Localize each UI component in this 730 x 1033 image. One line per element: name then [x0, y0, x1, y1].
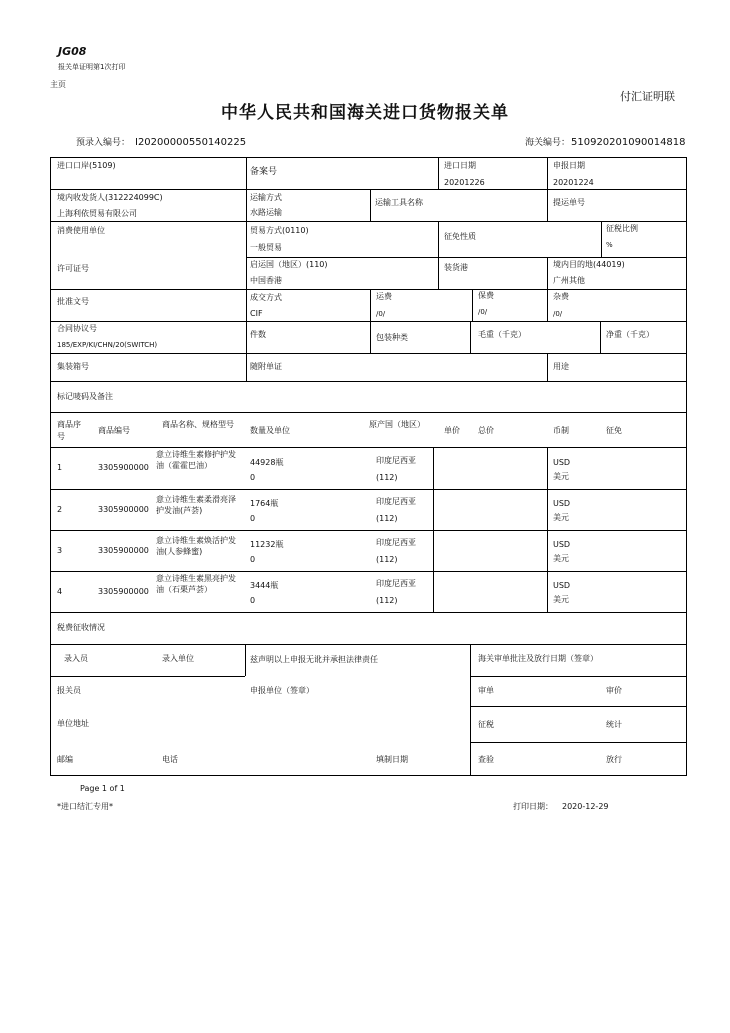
col-code: 商品编号 [98, 426, 130, 435]
special-use-note: *进口结汇专用* [57, 802, 113, 811]
row-qty2: 0 [250, 596, 256, 605]
release-label: 放行 [606, 755, 622, 764]
row-seq: 4 [57, 587, 63, 596]
insurance: /0/ [478, 308, 488, 316]
home-link[interactable]: 主页 [50, 80, 66, 89]
declare-unit-label: 申报单位（签章） [250, 686, 314, 695]
levy-label: 征税 [478, 720, 494, 729]
stats-label: 统计 [606, 720, 622, 729]
record-no-label: 备案号 [250, 167, 278, 177]
row-origin: 印度尼西亚 [376, 456, 416, 465]
row-origin: 印度尼西亚 [376, 579, 416, 588]
col-name: 商品名称、规格型号 [162, 420, 234, 429]
declare-date-label: 申报日期 [553, 161, 585, 170]
trade-mode-label: 贸易方式(0110) [250, 226, 309, 235]
entry-clerk-label: 录入员 [64, 654, 88, 663]
print-date: 2020-12-29 [562, 802, 609, 811]
col-qty: 数量及单位 [250, 426, 290, 435]
insurance-label: 保费 [478, 291, 494, 300]
col-exemption: 征免 [606, 426, 622, 435]
row-origin-code: (112) [376, 596, 398, 605]
contract-label: 合同协议号 [57, 324, 97, 333]
destination: 广州其他 [553, 276, 585, 285]
declaration-text: 兹声明以上申报无讹并承担法律责任 [250, 655, 378, 664]
tax-ratio-label: 征税比例 [606, 224, 638, 233]
row-cur-code: USD [553, 458, 571, 467]
row-qty: 11232瓶 [250, 540, 284, 549]
destination-label: 境内目的地(44019) [553, 260, 625, 269]
freight: /0/ [376, 310, 386, 318]
row-qty2: 0 [250, 555, 256, 564]
col-currency: 币制 [553, 426, 569, 435]
consignee-label: 境内收发货人(312224099C) [57, 193, 163, 202]
import-date-label: 进口日期 [444, 161, 476, 170]
transport-mode-label: 运输方式 [250, 193, 282, 202]
unit-address-label: 单位地址 [57, 719, 89, 728]
inspect-label: 查验 [478, 755, 494, 764]
contract-no: 185/EXP/KI/CHN/20(SWITCH) [57, 341, 158, 349]
entry-unit-label: 录入单位 [162, 654, 194, 663]
exemption-label: 征免性质 [444, 232, 476, 241]
print-note: 报关单证明第1次打印 [58, 63, 126, 71]
row-origin: 印度尼西亚 [376, 538, 416, 547]
row-code: 3305900000 [98, 587, 149, 596]
pre-entry-no: I20200000550140225 [135, 137, 247, 148]
bill-no-label: 提运单号 [553, 198, 585, 207]
print-date-label: 打印日期： [513, 802, 553, 811]
origin-country: 中国香港 [250, 276, 282, 285]
container-label: 集装箱号 [57, 362, 89, 371]
row-seq: 3 [57, 546, 63, 555]
customs-no: 510920201090014818 [571, 137, 686, 148]
gross-weight-label: 毛重（千克） [478, 330, 526, 339]
consignee: 上海利依贸易有限公司 [57, 209, 137, 218]
row-origin: 印度尼西亚 [376, 497, 416, 506]
freight-label: 运费 [376, 292, 392, 301]
row-code: 3305900000 [98, 463, 149, 472]
row-qty2: 0 [250, 473, 256, 482]
transport-mode: 水路运输 [250, 208, 282, 217]
loading-port-label: 装货港 [444, 263, 468, 272]
row-cur: 美元 [553, 554, 569, 563]
row-cur-code: USD [553, 499, 571, 508]
row-qty2: 0 [250, 514, 256, 523]
usage-label: 用途 [553, 362, 569, 371]
page-indicator: Page 1 of 1 [80, 784, 125, 793]
row-seq: 1 [57, 463, 63, 472]
entry-port: 进口口岸(5109) [57, 161, 116, 170]
tax-ratio: % [606, 241, 613, 249]
row-cur-code: USD [553, 540, 571, 549]
consumer-label: 消费使用单位 [57, 226, 105, 235]
row-code: 3305900000 [98, 546, 149, 555]
misc-fee: /0/ [553, 310, 563, 318]
row-name: 意立诗维生素柔滑亮泽护发油(芦荟) [156, 495, 236, 515]
postcode-label: 邮编 [57, 755, 73, 764]
price-review-label: 审价 [606, 686, 622, 695]
marks-label: 标记唛码及备注 [57, 392, 113, 401]
review-label: 审单 [478, 686, 494, 695]
col-total: 总价 [478, 426, 494, 435]
col-seq: 商品序号 [57, 420, 81, 441]
declare-date: 20201224 [553, 178, 594, 187]
fill-date-label: 填制日期 [376, 755, 408, 764]
packages-label: 件数 [250, 330, 266, 339]
row-name: 意立诗维生素焕活护发油(人参蜂蜜) [156, 536, 236, 556]
import-date: 20201226 [444, 178, 485, 187]
page-title: 中华人民共和国海关进口货物报关单 [221, 103, 509, 123]
row-cur: 美元 [553, 595, 569, 604]
tax-label: 税费征收情况 [57, 623, 105, 632]
row-name: 意立诗维生素黑亮护发油（石栗芦荟） [156, 574, 236, 594]
col-origin: 原产国（地区） [369, 420, 425, 429]
phone-label: 电话 [162, 755, 178, 764]
deal-mode: CIF [250, 309, 263, 318]
row-code: 3305900000 [98, 505, 149, 514]
row-seq: 2 [57, 505, 63, 514]
form-code: JG08 [58, 45, 87, 58]
row-cur-code: USD [553, 581, 571, 590]
col-unit-price: 单价 [444, 426, 460, 435]
row-name: 意立诗维生素修护护发油（霍霍巴油） [156, 450, 236, 470]
customs-no-label: 海关编号： [525, 138, 571, 148]
row-qty: 3444瓶 [250, 581, 279, 590]
trade-mode: 一般贸易 [250, 243, 282, 252]
attached-docs-label: 随附单证 [250, 362, 282, 371]
misc-fee-label: 杂费 [553, 292, 569, 301]
deal-mode-label: 成交方式 [250, 293, 282, 302]
origin-country-label: 启运国（地区）(110) [250, 260, 328, 269]
approval-label: 批准文号 [57, 297, 89, 306]
row-origin-code: (112) [376, 514, 398, 523]
license-label: 许可证号 [57, 264, 89, 273]
transport-tool-label: 运输工具名称 [375, 198, 423, 207]
row-origin-code: (112) [376, 473, 398, 482]
row-origin-code: (112) [376, 555, 398, 564]
row-cur: 美元 [553, 472, 569, 481]
row-cur: 美元 [553, 513, 569, 522]
customs-approval-label: 海关审单批注及放行日期（签章） [478, 654, 598, 663]
pre-entry-label: 预录入编号： [76, 138, 131, 148]
row-qty: 44928瓶 [250, 458, 284, 467]
declarant-label: 报关员 [57, 686, 81, 695]
net-weight-label: 净重（千克） [606, 330, 654, 339]
pack-type-label: 包装种类 [376, 333, 408, 342]
row-qty: 1764瓶 [250, 499, 279, 508]
copy-type: 付汇证明联 [620, 90, 675, 103]
